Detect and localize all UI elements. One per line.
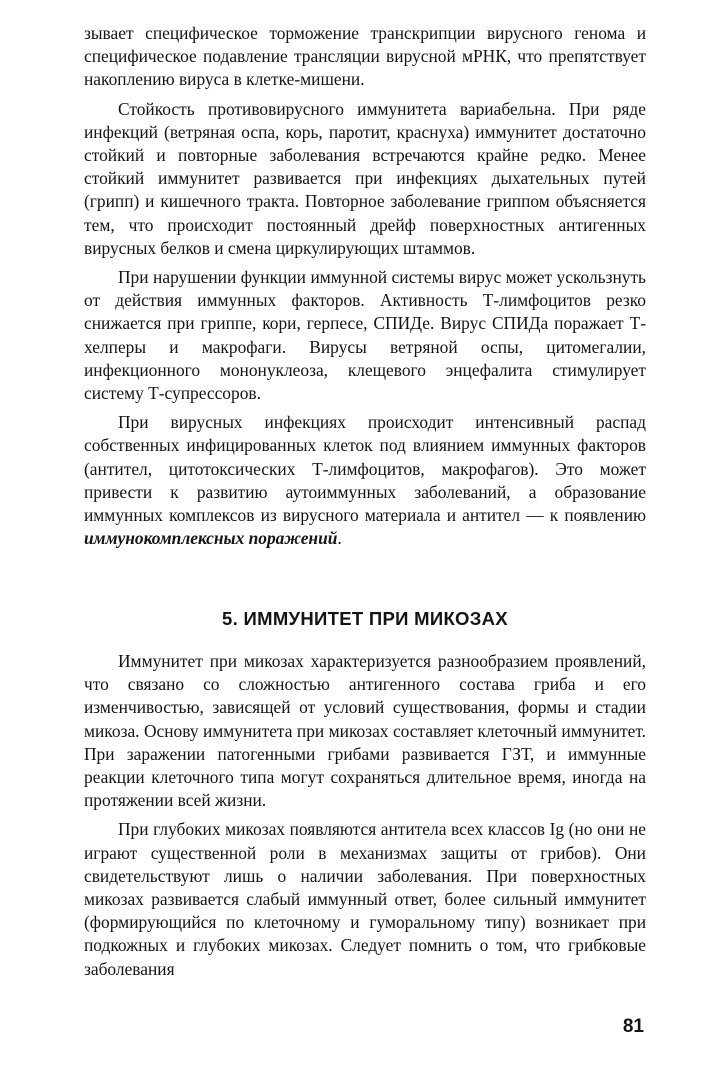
paragraph-immunity-stability: Стойкость противовирусного иммунитета вариабельна. При ряде инфекций (ветряная оспа, корь, паротит, краснуха) иммунитет достаточно стойкий и повторные заболевания встречаются крайне редко. Менее стойкий иммунитет развивается при инфекциях дыхательных путей (грипп) и кишечного тракта. Повторное заболевание гриппом объясняется тем, что происходит постоянный дрейф поверхностных антигенных вирусных белков и смена циркулирующих штаммов.	[84, 98, 646, 258]
page-number: 81	[622, 1016, 644, 1037]
paragraph-continuation: зывает специфическое торможение транскрипции вирусного генома и специфическое подавление трансляции вирусной мРНК, что препятствует накоплению вируса в клетке-мишени.	[84, 23, 646, 90]
emphasized-term: иммунокомплексных поражений	[84, 528, 338, 549]
paragraph-autoimmune-text: При вирусных инфекциях происходит интенсивный распад собственных инфицированных клеток под влиянием иммунных факторов (антител, цитотоксических Т-лимфоцитов, макрофагов). Это может привести к развитию аутоиммунных заболеваний, а образование иммунных комплексов из вирусного материала и антител — к появлению	[84, 412, 646, 526]
paragraph-autoimmune-end: .	[337, 528, 342, 549]
paragraph-mycoses-immunity: Иммунитет при микозах характеризуется разнообразием проявлений, что связано со сложностью антигенного состава гриба и его изменчивостью, зависящей от условий существования, формы и стадии микоза. Основу иммунитета при микозах составляет клеточный иммунитет. При заражении патогенными грибами развивается ГЗТ, и иммунные реакции клеточного типа могут сохраняться длительное время, иногда на протяжении всей жизни.	[84, 651, 646, 811]
paragraph-immune-dysfunction: При нарушении функции иммунной системы вирус может ускользнуть от действия иммунных факторов. Активность Т-лимфоцитов резко снижается при гриппе, кори, герпесе, СПИДе. Вирус СПИДа поражает Т-хелперы и макрофаги. Вирусы ветряной оспы, цитомегалии, инфекционного мононуклеоза, клещевого энцефалита стимулирует систему Т-супрессоров.	[84, 267, 646, 404]
section-mycoses-text	[84, 650, 646, 981]
paragraph-deep-mycoses: При глубоких микозах появляются антитела всех классов Ig (но они не играют существенной роли в механизмах защиты от грибов). Они свидетельствуют лишь о наличии заболевания. При поверхностных микозах развивается слабый иммунный ответ, более сильный иммунитет (формирующийся по клеточному и гуморальному типу) возникает при подкожных и глубоких микозах. Следует помнить о том, что грибковые заболевания	[84, 819, 646, 979]
section-heading: 5. ИММУНИТЕТ ПРИ МИКОЗАХ	[222, 608, 508, 629]
section-continued-text	[84, 22, 646, 550]
paragraph-autoimmune	[84, 411, 646, 550]
